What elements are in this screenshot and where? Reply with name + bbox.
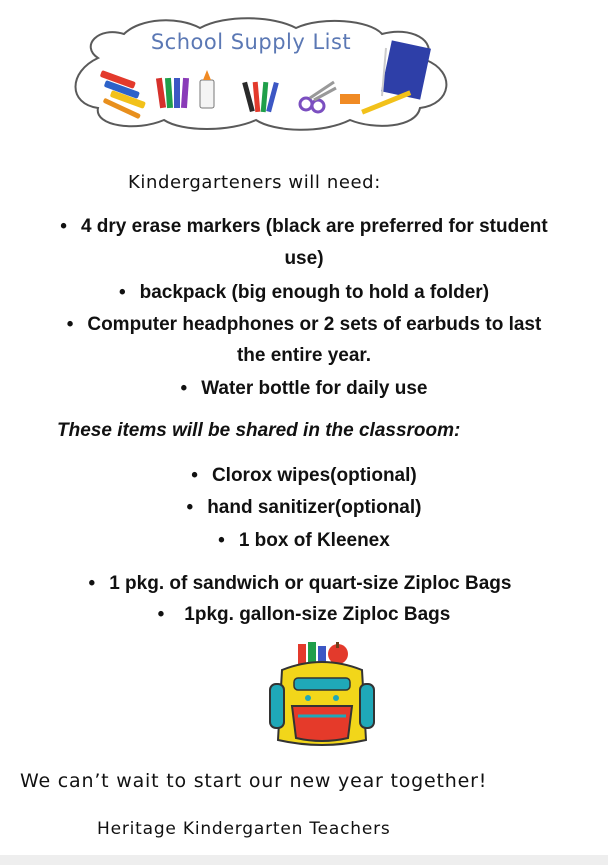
header-title: School Supply List (150, 30, 352, 54)
item-text: hand sanitizer(optional) (207, 497, 422, 518)
backpack-icon (268, 640, 376, 752)
item-text: the entire year. (236, 345, 372, 366)
list-item-continuation (0, 247, 608, 271)
list-item (0, 496, 608, 520)
bullet-icon: • (157, 604, 165, 625)
item-text: 1 pkg. of sandwich or quart-size Ziploc Bags (109, 573, 512, 594)
list-item (0, 377, 608, 401)
item-text: Computer headphones or 2 sets of earbuds to last (87, 314, 542, 335)
bullet-icon: • (118, 282, 126, 303)
list-item (0, 281, 608, 305)
bottom-edge-strip (0, 855, 608, 865)
bullet-icon: • (66, 314, 74, 335)
bullet-icon: • (180, 378, 188, 399)
closing-message: We can’t wait to start our new year together! (20, 770, 488, 792)
list-item (0, 572, 604, 596)
item-text: 4 dry erase markers (black are preferred for student (80, 216, 548, 237)
item-text: Water bottle for daily use (201, 378, 428, 399)
list-item (0, 313, 608, 337)
bullet-icon: • (186, 497, 194, 518)
list-item (0, 603, 608, 627)
list-item (0, 215, 608, 239)
bullet-icon: • (60, 216, 67, 237)
bullet-icon: • (88, 573, 96, 594)
list-item (0, 529, 608, 553)
item-text: use) (284, 248, 324, 269)
bullet-icon: • (191, 465, 198, 486)
shared-items-heading: These items will be shared in the classroom: (57, 420, 461, 441)
list-item-continuation (0, 344, 608, 368)
item-text: Clorox wipes(optional) (211, 465, 417, 486)
intro-heading: Kindergarteners will need: (128, 172, 381, 193)
item-text: 1pkg. gallon-size Ziploc Bags (184, 604, 451, 625)
item-text: backpack (big enough to hold a folder) (139, 282, 490, 303)
signature: Heritage Kindergarten Teachers (97, 819, 391, 839)
item-text: 1 box of Kleenex (238, 530, 390, 551)
list-item (0, 464, 608, 488)
bullet-icon: • (218, 530, 225, 551)
eraser-icon (340, 94, 360, 104)
